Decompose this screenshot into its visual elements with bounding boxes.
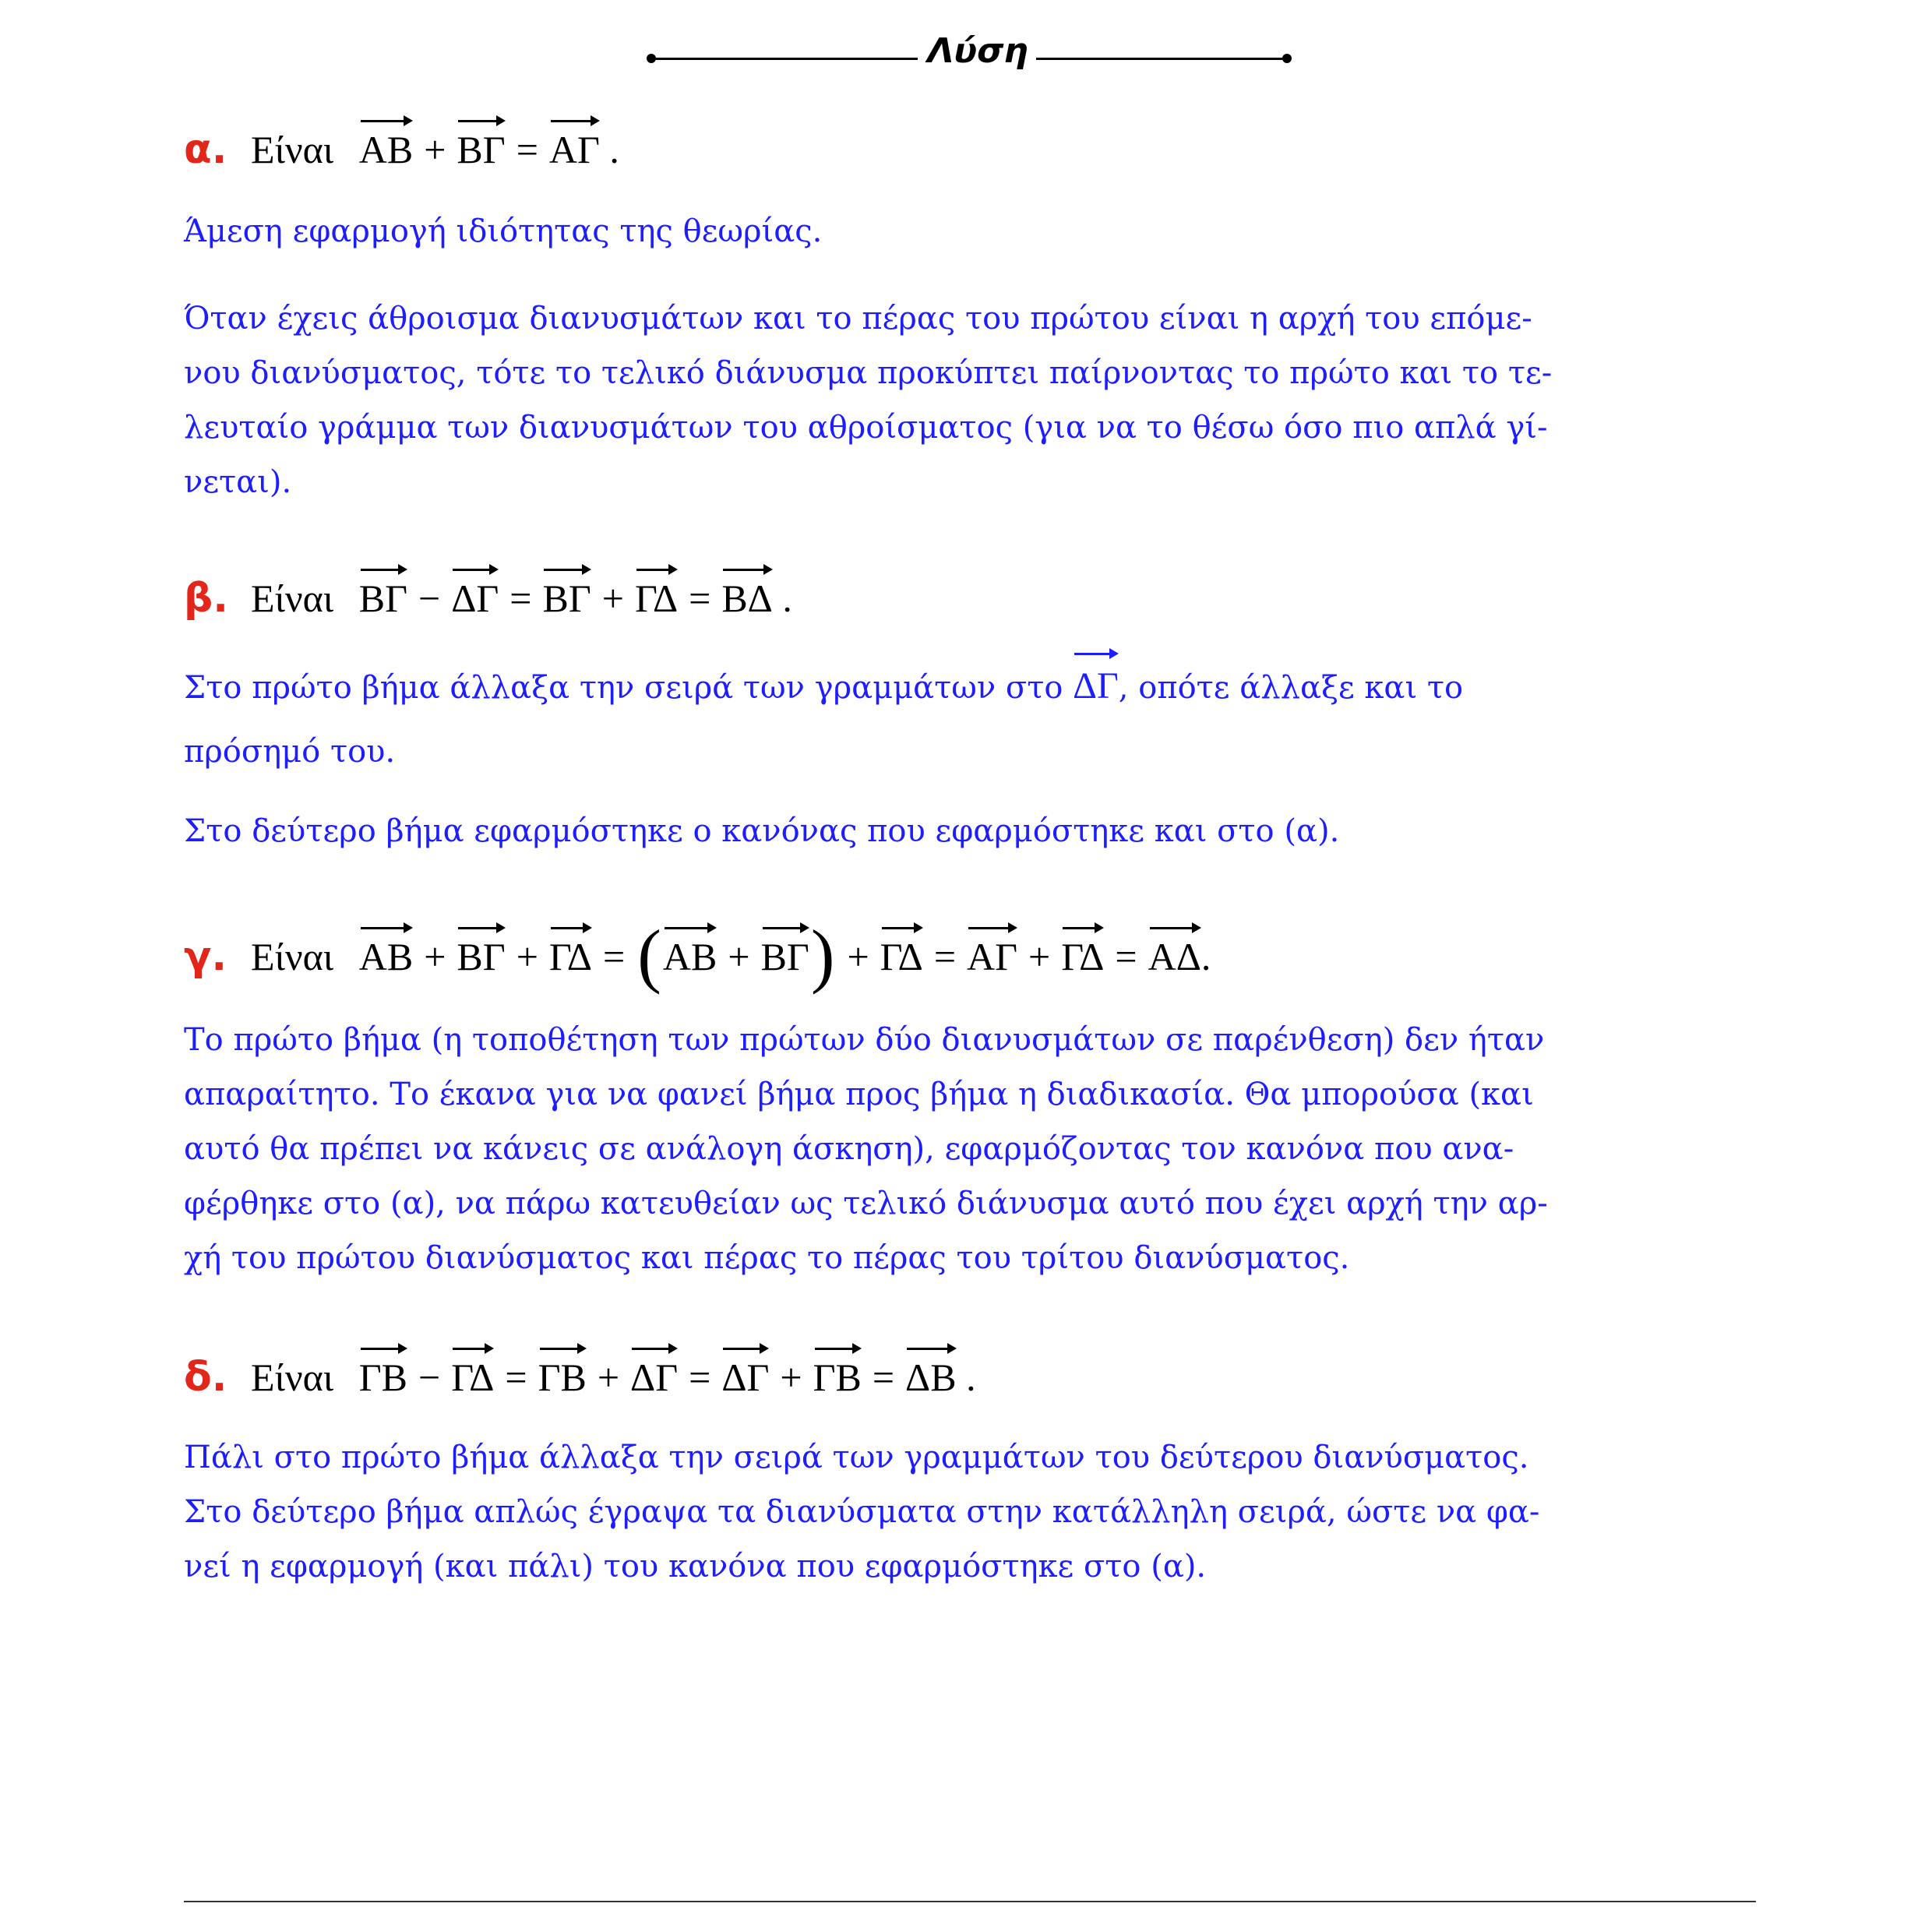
text-line: λευταίο γράμμα των διανυσμάτων του αθροίσματος (για να το θέσω όσο πιο απλά γί- bbox=[184, 410, 1548, 446]
left-parenthesis: ( bbox=[637, 915, 661, 995]
text-fragment: , οπότε άλλαξε και το bbox=[1118, 670, 1464, 706]
text-line: πρόσημό του. bbox=[184, 734, 396, 770]
vector: ΑΓ bbox=[549, 118, 600, 173]
section-d-keyword: Είναι bbox=[251, 1355, 334, 1399]
vector: ΒΓ bbox=[457, 925, 505, 980]
section-d-label: δ. bbox=[184, 1354, 227, 1401]
vector: ΓΔ bbox=[451, 1346, 494, 1401]
section-a-keyword: Είναι bbox=[251, 128, 334, 171]
inline-vector: ΔΓ bbox=[1073, 651, 1119, 714]
right-parenthesis: ) bbox=[810, 915, 835, 995]
text-line: Όταν έχεις άθροισμα διανυσμάτων και το πέρας του πρώτου είναι η αρχή του επόμε- bbox=[184, 301, 1532, 337]
section-a-equation bbox=[184, 118, 1765, 173]
vector: ΔΓ bbox=[451, 567, 499, 622]
operator: = bbox=[689, 1355, 711, 1399]
vector: ΒΓ bbox=[457, 118, 505, 173]
period: . bbox=[609, 128, 619, 171]
header-rule-left bbox=[653, 58, 918, 60]
vector: AB bbox=[359, 925, 413, 980]
vector: ΑΔ bbox=[1148, 925, 1201, 980]
operator: + bbox=[728, 935, 750, 978]
operator: + bbox=[516, 935, 538, 978]
header-dot-right bbox=[1282, 54, 1292, 63]
text-line: νου διανύσματος, τότε το τελικό διάνυσμα προκύπτει παίρνοντας το πρώτο και το τε- bbox=[184, 355, 1553, 391]
operator: − bbox=[418, 1355, 441, 1399]
operator: + bbox=[780, 1355, 802, 1399]
vector: ΔΓ bbox=[721, 1346, 769, 1401]
operator: + bbox=[601, 576, 624, 620]
section-d-equation bbox=[184, 1346, 1765, 1401]
vector: ΓΔ bbox=[1061, 925, 1104, 980]
text-line: αυτό θα πρέπει να κάνεις σε ανάλογη άσκηση), εφαρμόζοντας τον κανόνα που ανα- bbox=[184, 1131, 1514, 1167]
header-title: Λύση bbox=[927, 31, 1028, 71]
vector: ΑΓ bbox=[967, 925, 1017, 980]
section-b-equation bbox=[184, 567, 1765, 622]
vector: ΒΓ bbox=[359, 567, 407, 622]
text-line bbox=[184, 651, 1765, 715]
text-line: απαραίτητο. Το έκανα για να φανεί βήμα προς βήμα η διαδικασία. Θα μπορούσα (και bbox=[184, 1077, 1534, 1112]
vector: ΔΒ bbox=[905, 1346, 957, 1401]
section-a-paragraph-2 bbox=[184, 291, 1765, 509]
operator: = bbox=[516, 128, 538, 171]
section-a-paragraph-1: Άμεση εφαρμογή ιδιότητας της θεωρίας. bbox=[184, 213, 823, 249]
section-b-label: β. bbox=[184, 575, 228, 622]
section-b-paragraph-1 bbox=[184, 651, 1765, 779]
section-b-paragraph-2: Στο δεύτερο βήμα εφαρμόστηκε ο κανόνας που εφαρμόστηκε και στο (α). bbox=[184, 813, 1340, 849]
operator: + bbox=[1028, 935, 1051, 978]
vector: ΓΔ bbox=[635, 567, 678, 622]
vector: AB bbox=[663, 925, 717, 980]
section-b-keyword: Είναι bbox=[251, 576, 334, 620]
operator: − bbox=[418, 576, 441, 620]
section-a-label: α. bbox=[184, 126, 227, 173]
section-c-paragraph-1 bbox=[184, 1013, 1765, 1285]
solution-header bbox=[647, 31, 1293, 86]
operator: + bbox=[424, 935, 446, 978]
operator: = bbox=[933, 935, 957, 978]
vector: ΒΓ bbox=[542, 567, 591, 622]
operator: = bbox=[603, 935, 626, 978]
operator: = bbox=[505, 1355, 527, 1399]
period: . bbox=[782, 576, 792, 620]
operator: + bbox=[597, 1355, 620, 1399]
vector: AB bbox=[359, 118, 413, 173]
vector: ΓΔ bbox=[880, 925, 923, 980]
section-c-equation bbox=[184, 915, 1765, 995]
text-line: φέρθηκε στο (α), να πάρω κατευθείαν ως τελικό διάνυσμα αυτό που έχει αρχή την αρ- bbox=[184, 1186, 1548, 1221]
header-rule-right bbox=[1036, 58, 1285, 60]
vector: ΓΒ bbox=[538, 1346, 587, 1401]
period: . bbox=[1200, 935, 1211, 978]
text-line: Στο δεύτερο βήμα απλώς έγραψα τα διανύσματα στην κατάλληλη σειρά, ώστε να φα- bbox=[184, 1494, 1540, 1530]
vector: ΓΔ bbox=[549, 925, 592, 980]
operator: = bbox=[872, 1355, 895, 1399]
text-line: Το πρώτο βήμα (η τοποθέτηση των πρώτων δύο διανυσμάτων σε παρένθεση) δεν ήταν bbox=[184, 1022, 1545, 1058]
text-line: νεί η εφαρμογή (και πάλι) του κανόνα που εφαρμόστηκε στο (α). bbox=[184, 1549, 1207, 1584]
operator: + bbox=[847, 935, 869, 978]
text-line: νεται). bbox=[184, 464, 292, 500]
operator: = bbox=[509, 576, 532, 620]
vector: ΓΒ bbox=[813, 1346, 862, 1401]
section-d-paragraph-1 bbox=[184, 1430, 1765, 1594]
vector: ΓΒ bbox=[359, 1346, 407, 1401]
vector: ΒΓ bbox=[761, 925, 809, 980]
footer-rule bbox=[184, 1901, 1756, 1902]
operator: = bbox=[689, 576, 711, 620]
text-line: χή του πρώτου διανύσματος και πέρας το πέρας του τρίτου διανύσματος. bbox=[184, 1240, 1350, 1276]
text-fragment: Στο πρώτο βήμα άλλαξα την σειρά των γραμμάτων στο bbox=[184, 670, 1063, 706]
vector: ΔΓ bbox=[630, 1346, 678, 1401]
period: . bbox=[966, 1355, 976, 1399]
section-c-label: γ. bbox=[184, 933, 227, 980]
section-c-keyword: Είναι bbox=[251, 935, 334, 978]
text-line: Πάλι στο πρώτο βήμα άλλαξα την σειρά των γραμμάτων του δεύτερου διανύσματος. bbox=[184, 1440, 1529, 1475]
operator: = bbox=[1115, 935, 1137, 978]
vector: ΒΔ bbox=[721, 567, 773, 622]
operator: + bbox=[424, 128, 446, 171]
